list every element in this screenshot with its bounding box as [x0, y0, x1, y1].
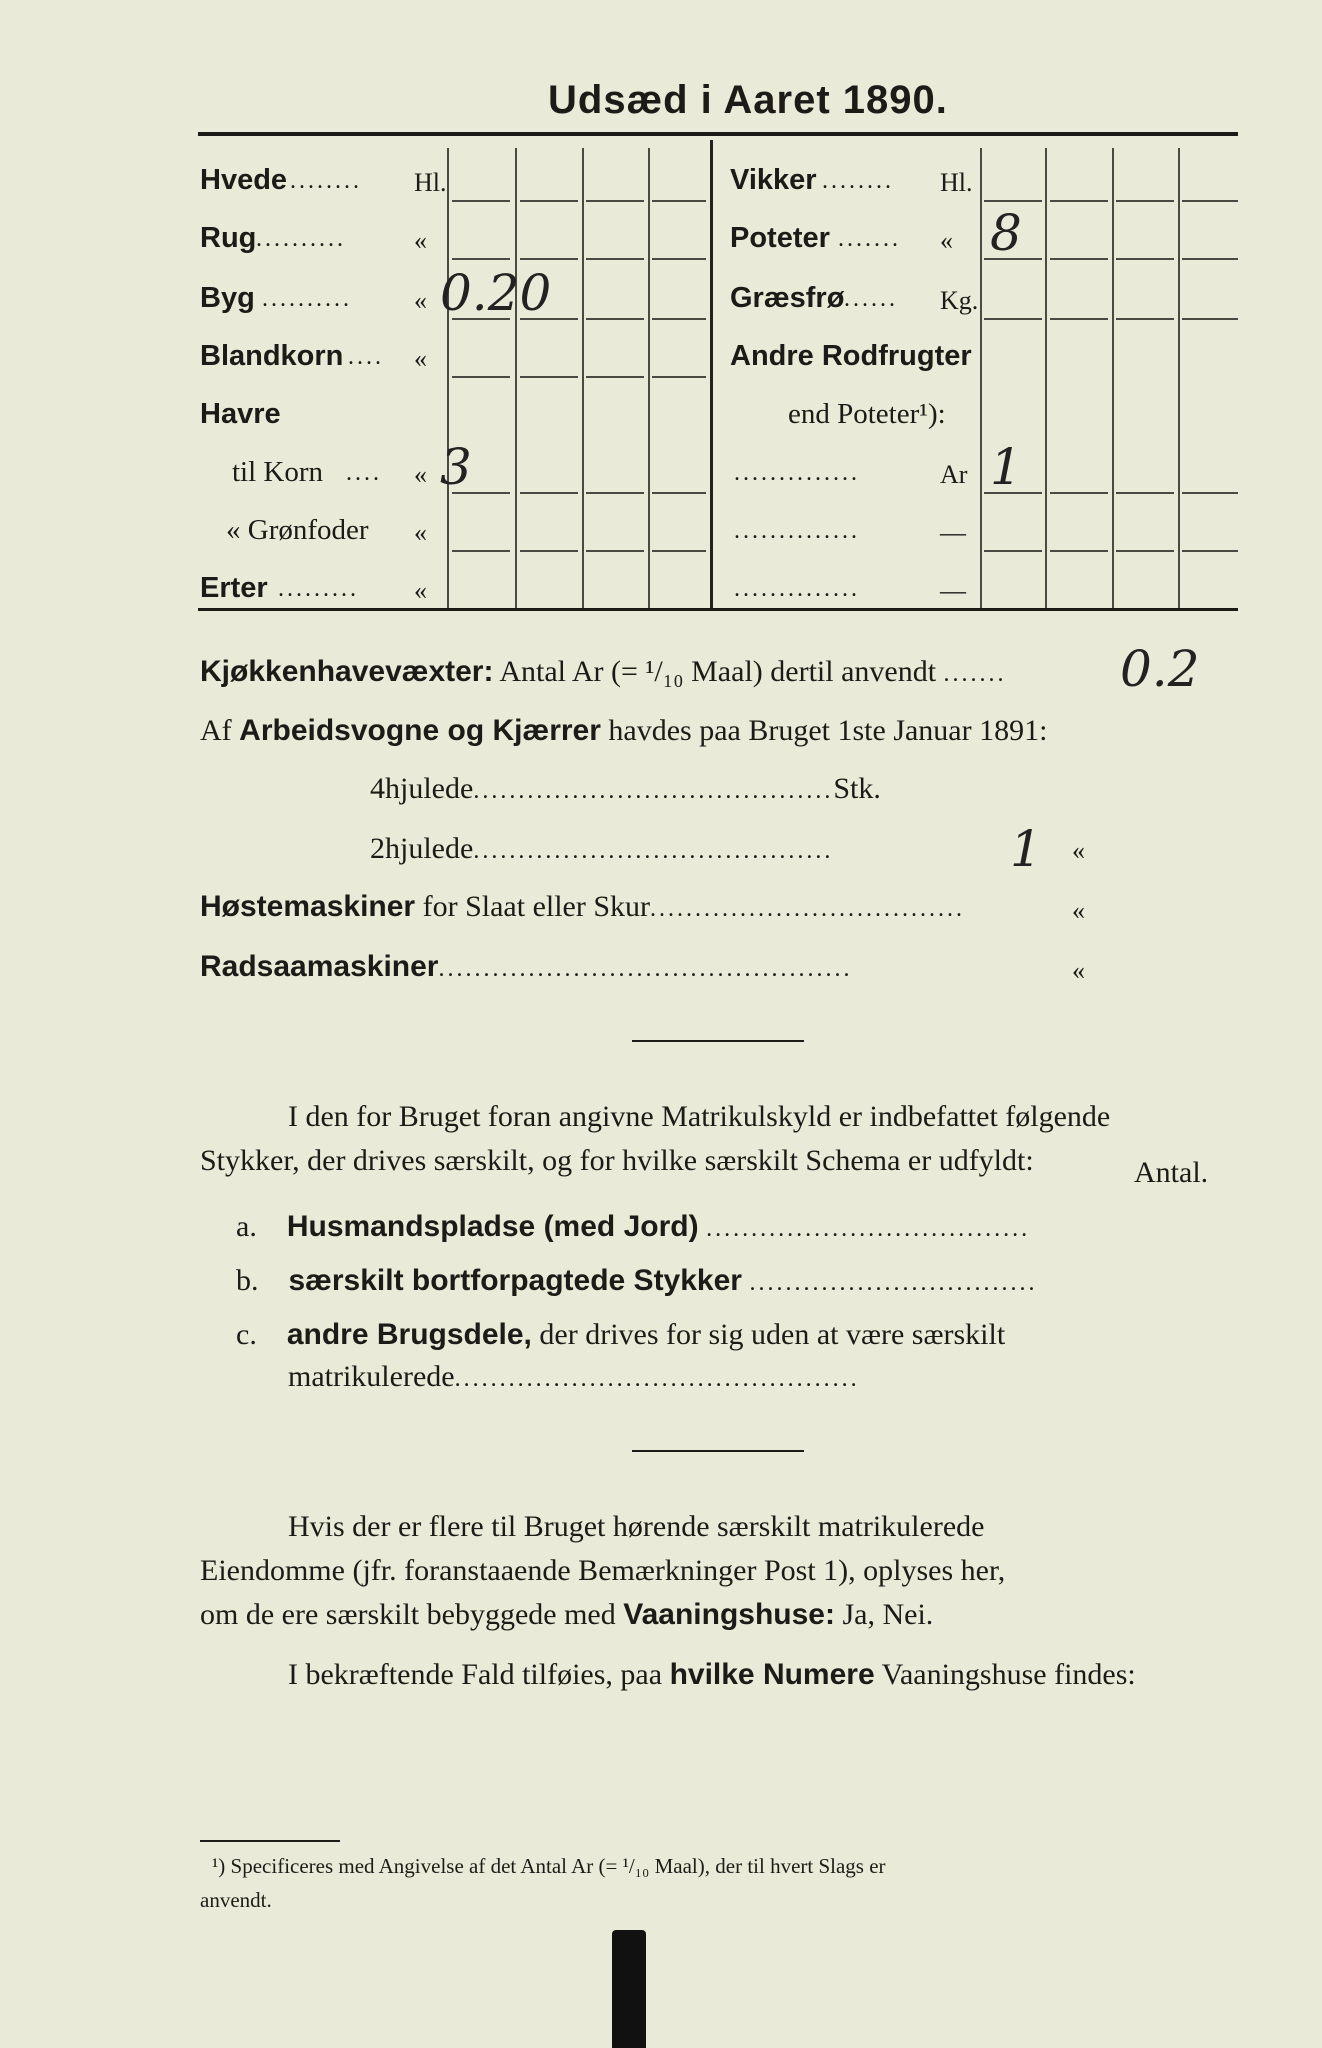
- right-row-dots: ......: [844, 286, 898, 312]
- entry-line: [586, 550, 644, 552]
- hjul2-line: [370, 832, 833, 866]
- entry-line: [452, 376, 510, 378]
- schema-item-label: særskilt bortforpagtede Stykker: [288, 1264, 742, 1297]
- right-row-label: Græsfrø: [730, 282, 845, 314]
- entry-line: [652, 376, 706, 378]
- left-row-label: Havre: [200, 398, 281, 430]
- schema-item-dots: ....................................: [706, 1216, 1031, 1242]
- entry-line: [1050, 200, 1108, 202]
- para2-line2: Eiendomme (jfr. foranstaaende Bemærkninger Post 1), oplyses her,: [200, 1554, 1006, 1587]
- para1-line1: I den for Bruget foran angivne Matrikulskyld er indbefattet følgende: [288, 1100, 1111, 1133]
- entry-line: [520, 200, 578, 202]
- right-row-unit: Kg.: [940, 286, 979, 315]
- schema-item: [236, 1264, 1037, 1298]
- entry-line: [652, 550, 706, 552]
- hjul4-unit: Stk.: [833, 772, 881, 805]
- schema-item: [236, 1210, 1030, 1244]
- entry-line: [1050, 550, 1108, 552]
- para2-line3c: Ja, Nei.: [842, 1598, 934, 1631]
- entry-line: [1050, 492, 1108, 494]
- entry-line: [1182, 318, 1238, 320]
- left-row-unit: «: [414, 576, 427, 605]
- item-c-line2: [288, 1360, 860, 1394]
- table-bottom-rule: [198, 608, 1238, 611]
- right-row-unit: —: [940, 518, 966, 547]
- para2-line1: Hvis der er flere til Bruget hørende særskilt matrikulerede: [288, 1510, 985, 1543]
- left-row-dots: .........: [278, 576, 359, 602]
- right-row-dots: ..............: [734, 576, 860, 602]
- entry-line: [1182, 550, 1238, 552]
- hjul2-dots: ........................................: [473, 838, 834, 864]
- entry-line: [652, 318, 706, 320]
- right-row-label: Andre Rodfrugter: [730, 340, 972, 372]
- hjul2-label: 2hjulede: [370, 832, 474, 865]
- vogne-text: havdes paa Bruget 1ste Januar 1891:: [608, 714, 1048, 747]
- kjokken-line: [200, 655, 1007, 689]
- hjul2-value: 1: [1010, 820, 1042, 878]
- left-row-dots: ..........: [262, 286, 352, 312]
- item-c-line2-text: matrikulerede: [288, 1360, 455, 1393]
- hoste-text: for Slaat eller Skur: [422, 890, 651, 923]
- left-row-label: Erter: [200, 572, 268, 604]
- right-row-dots: ........: [822, 168, 894, 194]
- right-row-value: 1: [990, 438, 1022, 496]
- entry-line: [1182, 258, 1238, 260]
- hoste-unit: «: [1072, 896, 1085, 925]
- entry-line: [586, 200, 644, 202]
- entry-line: [1050, 258, 1108, 260]
- right-row-dots: .......: [838, 226, 901, 252]
- para2-line3: [200, 1598, 933, 1632]
- left-row-label: Byg: [200, 282, 255, 314]
- schema-item-label: andre Brugsdele,: [286, 1318, 532, 1351]
- hoste-label: Høstemaskiner: [200, 890, 416, 923]
- schema-item: [236, 1318, 1005, 1352]
- entry-line: [452, 200, 510, 202]
- left-row-value: 3: [440, 438, 472, 496]
- para3-line: [288, 1658, 1136, 1692]
- hjul4-dots: ........................................: [473, 778, 834, 804]
- entry-line: [586, 318, 644, 320]
- right-row-unit: Hl.: [940, 168, 973, 197]
- entry-line: [1116, 200, 1174, 202]
- entry-line: [1116, 550, 1174, 552]
- right-row-dots: ..............: [734, 518, 860, 544]
- entry-line: [520, 258, 578, 260]
- right-row-unit: «: [940, 226, 953, 255]
- left-row-label: Rug: [200, 222, 257, 254]
- entry-line: [586, 492, 644, 494]
- right-row-value: 8: [990, 204, 1022, 262]
- kjokken-text: Antal Ar (= ¹/₁₀ Maal) dertil anvendt: [499, 655, 937, 688]
- entry-line: [652, 258, 706, 260]
- schema-item-dots: ................................: [749, 1270, 1038, 1296]
- entry-line: [520, 492, 578, 494]
- radsaa-label: Radsaamaskiner: [200, 950, 439, 983]
- hjul2-unit: «: [1072, 836, 1085, 865]
- divider-1: [632, 1040, 804, 1042]
- left-row-label: Blandkorn: [200, 340, 344, 372]
- entry-line: [984, 318, 1042, 320]
- top-rule: [198, 132, 1238, 136]
- entry-line: [1182, 492, 1238, 494]
- kjokken-label: Kjøkkenhavevæxter:: [200, 655, 494, 688]
- left-row-dots: ........: [290, 168, 362, 194]
- radsaa-unit: «: [1072, 956, 1085, 985]
- entry-line: [652, 200, 706, 202]
- para3-a: I bekræftende Fald tilføies, paa: [288, 1658, 663, 1691]
- para3-c: Vaaningshuse findes:: [881, 1658, 1136, 1691]
- schema-item-letter: c.: [236, 1318, 257, 1351]
- left-row-unit: «: [414, 344, 427, 373]
- hjul4-line: [370, 772, 881, 806]
- para2-line3a: om de ere særskilt bebyggede med: [200, 1598, 616, 1631]
- left-row-label: Hvede: [200, 164, 288, 196]
- entry-line: [1116, 492, 1174, 494]
- footnote-line2: anvendt.: [200, 1888, 272, 1912]
- hoste-dots: ...................................: [650, 896, 966, 922]
- right-row-label: end Poteter¹):: [788, 398, 946, 430]
- vogne-prefix: Af: [200, 714, 232, 747]
- right-row-label: Vikker: [730, 164, 817, 196]
- entry-line: [520, 550, 578, 552]
- radsaa-line: [200, 950, 852, 984]
- para1-line2: Stykker, der drives særskilt, og for hvilke særskilt Schema er udfyldt:: [200, 1144, 1034, 1177]
- left-row-dots: ....: [348, 344, 384, 370]
- footnote-rule: [200, 1840, 340, 1842]
- entry-line: [1182, 200, 1238, 202]
- left-row-unit: Hl.: [414, 168, 447, 197]
- entry-line: [1116, 258, 1174, 260]
- footnote-line1: ¹) Specificeres med Angivelse af det Antal Ar (= ¹/₁₀ Maal), der til hvert Slags er: [212, 1854, 886, 1878]
- entry-line: [984, 550, 1042, 552]
- right-row-unit: —: [940, 576, 966, 605]
- schema-item-label: Husmandspladse (med Jord): [286, 1210, 699, 1243]
- entry-line: [586, 376, 644, 378]
- left-row-dots: ....: [346, 460, 382, 486]
- radsaa-dots: ..............................................: [438, 956, 853, 982]
- para2-line3b: Vaaningshuse:: [623, 1598, 835, 1631]
- entry-line: [1116, 318, 1174, 320]
- left-row-label: « Grønfoder: [226, 514, 369, 546]
- para3-b: hvilke Numere: [669, 1658, 875, 1691]
- left-row-unit: «: [414, 518, 427, 547]
- right-row-dots: ..............: [734, 460, 860, 486]
- entry-line: [452, 258, 510, 260]
- left-row-label: til Korn: [232, 456, 324, 488]
- entry-line: [586, 258, 644, 260]
- kjokken-dots: .......: [943, 661, 1007, 687]
- entry-line: [652, 492, 706, 494]
- left-row-dots: ..........: [256, 226, 346, 252]
- kjokken-value: 0.2: [1120, 640, 1200, 698]
- entry-line: [452, 550, 510, 552]
- left-row-unit: «: [414, 226, 427, 255]
- binding-mark: [612, 1930, 646, 2048]
- left-row-value: 0.20: [440, 264, 552, 322]
- schema-item-letter: a.: [236, 1210, 257, 1243]
- item-c-line2-dots: .............................................: [454, 1366, 860, 1392]
- divider-2: [632, 1450, 804, 1452]
- left-row-unit: «: [414, 460, 427, 489]
- hjul4-label: 4hjulede: [370, 772, 474, 805]
- entry-line: [1050, 318, 1108, 320]
- vogne-line: [200, 714, 1047, 748]
- left-row-unit: «: [414, 286, 427, 315]
- hoste-line: [200, 890, 965, 924]
- schema-item-letter: b.: [236, 1264, 259, 1297]
- right-row-label: Poteter: [730, 222, 830, 254]
- para1-antal: Antal.: [1134, 1156, 1209, 1189]
- right-row-unit: Ar: [940, 460, 968, 489]
- page-title: Udsæd i Aaret 1890.: [548, 78, 948, 122]
- schema-item-text: der drives for sig uden at være særskilt: [539, 1318, 1006, 1351]
- entry-line: [984, 200, 1042, 202]
- vogne-label: Arbeidsvogne og Kjærrer: [239, 714, 601, 747]
- entry-line: [520, 376, 578, 378]
